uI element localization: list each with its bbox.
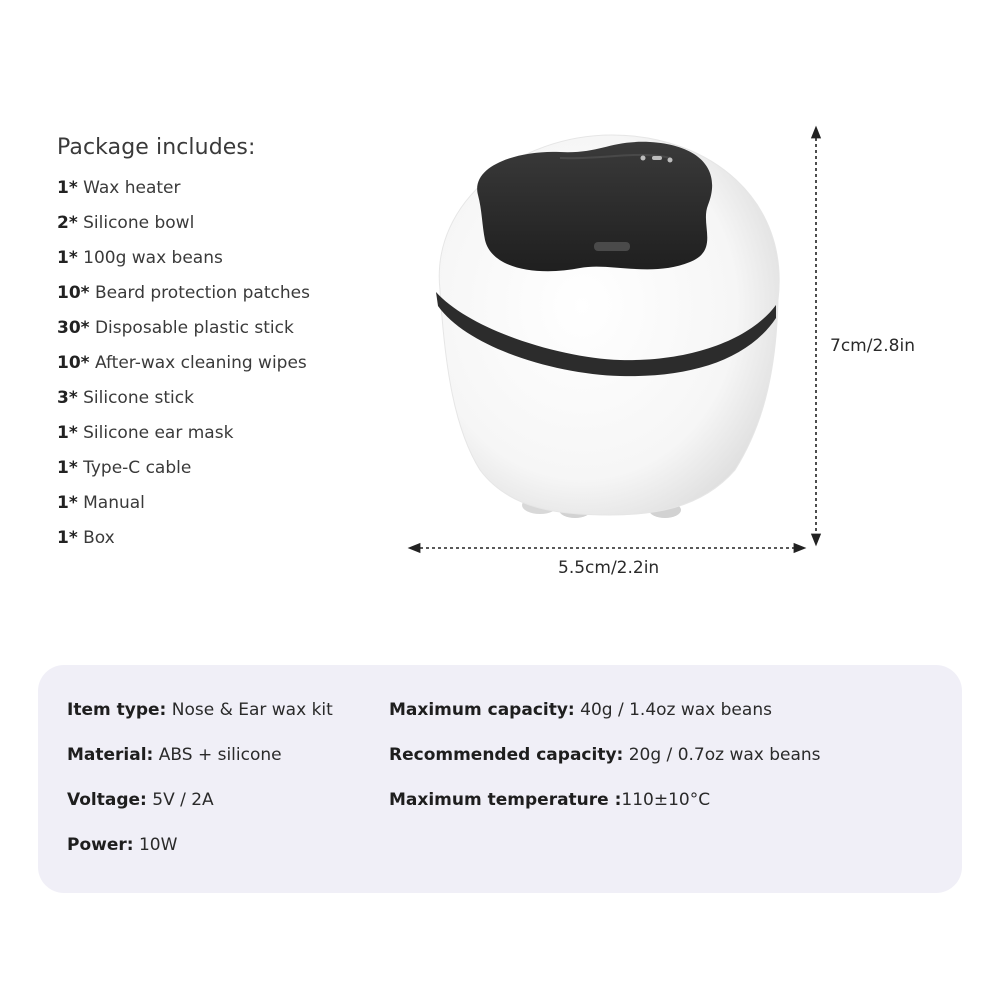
list-item	[57, 521, 387, 556]
item-name: Disposable plastic stick	[94, 318, 294, 338]
item-name: Type-C cable	[83, 458, 192, 478]
list-item	[57, 346, 387, 381]
item-qty: 1*	[57, 458, 78, 478]
item-name: Silicone ear mask	[83, 423, 234, 443]
product-illustration	[400, 115, 860, 595]
width-dimension-label: 5.5cm/2.2in	[558, 558, 660, 578]
list-item	[57, 276, 387, 311]
item-name: Silicone stick	[83, 388, 194, 408]
item-qty: 3*	[57, 388, 78, 408]
spec-value: 10W	[133, 835, 178, 855]
spec-label: Voltage:	[67, 790, 147, 810]
spec-value: 40g / 1.4oz wax beans	[574, 700, 772, 720]
list-item	[57, 486, 387, 521]
spec-label: Recommended capacity:	[389, 745, 624, 765]
item-name: Wax heater	[83, 178, 181, 198]
spec-max-capacity	[389, 697, 949, 742]
spec-max-temperature	[389, 787, 949, 832]
spec-column-right	[389, 697, 949, 832]
spec-value: 110±10°C	[621, 790, 711, 810]
item-qty: 1*	[57, 423, 78, 443]
item-qty: 2*	[57, 213, 78, 233]
package-includes	[57, 133, 387, 556]
spec-label: Maximum temperature :	[389, 790, 622, 810]
item-name: Manual	[83, 493, 145, 513]
spec-value: 5V / 2A	[146, 790, 214, 810]
list-item	[57, 416, 387, 451]
spec-item-type	[67, 697, 387, 742]
specifications-panel	[38, 665, 962, 893]
height-dimension-label: 7cm/2.8in	[830, 336, 915, 356]
package-list	[57, 171, 387, 556]
item-name: After-wax cleaning wipes	[94, 353, 307, 373]
spec-voltage	[67, 787, 387, 832]
list-item	[57, 311, 387, 346]
spec-column-left	[67, 697, 387, 877]
list-item	[57, 206, 387, 241]
list-item	[57, 451, 387, 486]
spec-value: ABS + silicone	[153, 745, 282, 765]
item-qty: 10*	[57, 353, 90, 373]
item-name: Box	[83, 528, 115, 548]
item-name: Silicone bowl	[83, 213, 195, 233]
spec-label: Maximum capacity:	[389, 700, 575, 720]
item-qty: 30*	[57, 318, 90, 338]
heater-lid	[477, 142, 712, 271]
list-item	[57, 381, 387, 416]
list-item	[57, 241, 387, 276]
item-qty: 1*	[57, 528, 78, 548]
item-qty: 1*	[57, 248, 78, 268]
package-title: Package includes:	[57, 135, 256, 160]
lid-slot	[594, 242, 630, 251]
item-qty: 1*	[57, 178, 78, 198]
spec-label: Item type:	[67, 700, 167, 720]
spec-power	[67, 832, 387, 877]
item-name: Beard protection patches	[94, 283, 310, 303]
spec-value: Nose & Ear wax kit	[166, 700, 333, 720]
spec-value: 20g / 0.7oz wax beans	[623, 745, 821, 765]
item-qty: 1*	[57, 493, 78, 513]
spec-label: Material:	[67, 745, 154, 765]
item-qty: 10*	[57, 283, 90, 303]
spec-recommended-capacity	[389, 742, 949, 787]
list-item	[57, 171, 387, 206]
spec-material	[67, 742, 387, 787]
spec-label: Power:	[67, 835, 134, 855]
item-name: 100g wax beans	[83, 248, 223, 268]
